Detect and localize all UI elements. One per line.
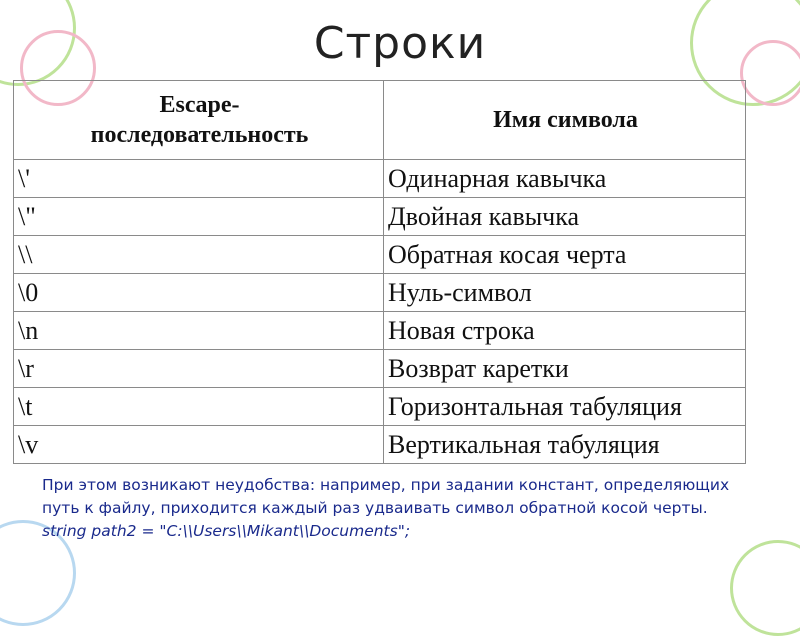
- cell-sequence: \': [14, 160, 384, 198]
- cell-symbol-name: Одинарная кавычка: [384, 160, 746, 198]
- cell-sequence: \n: [14, 312, 384, 350]
- cell-symbol-name: Вертикальная табуляция: [384, 426, 746, 464]
- header-escape-sequence-line-2: последовательность: [90, 122, 309, 148]
- note-text: При этом возникают неудобства: например, при задании констант, определяющих путь к файлу, приходится каждый раз удваивать символ обратной косой черты.: [42, 476, 730, 517]
- cell-symbol-name: Нуль-символ: [384, 274, 746, 312]
- escape-sequence-table: [13, 80, 746, 464]
- table-row: [14, 198, 746, 236]
- cell-sequence: \t: [14, 388, 384, 426]
- header-symbol-name: Имя символа: [384, 81, 746, 160]
- note-block: [42, 474, 762, 543]
- code-example: string path2 = "C:\\Users\\Mikant\\Documents";: [42, 522, 411, 540]
- header-escape-sequence: [14, 81, 384, 160]
- cell-symbol-name: Горизонтальная табуляция: [384, 388, 746, 426]
- table-row: [14, 312, 746, 350]
- cell-sequence: \\: [14, 236, 384, 274]
- cell-sequence: \r: [14, 350, 384, 388]
- cell-symbol-name: Новая строка: [384, 312, 746, 350]
- swirl-bottom-right-green: [730, 540, 800, 636]
- cell-sequence: \v: [14, 426, 384, 464]
- header-escape-sequence-line-1: Escape-: [159, 92, 240, 118]
- cell-sequence: \0: [14, 274, 384, 312]
- table-row: [14, 236, 746, 274]
- table-row: [14, 388, 746, 426]
- table-row: [14, 160, 746, 198]
- slide-title: Строки: [313, 18, 487, 69]
- table-row: [14, 274, 746, 312]
- table-row: [14, 426, 746, 464]
- cell-symbol-name: Обратная косая черта: [384, 236, 746, 274]
- cell-symbol-name: Возврат каретки: [384, 350, 746, 388]
- cell-symbol-name: Двойная кавычка: [384, 198, 746, 236]
- cell-sequence: \": [14, 198, 384, 236]
- table-row: [14, 350, 746, 388]
- table-header-row: [14, 81, 746, 160]
